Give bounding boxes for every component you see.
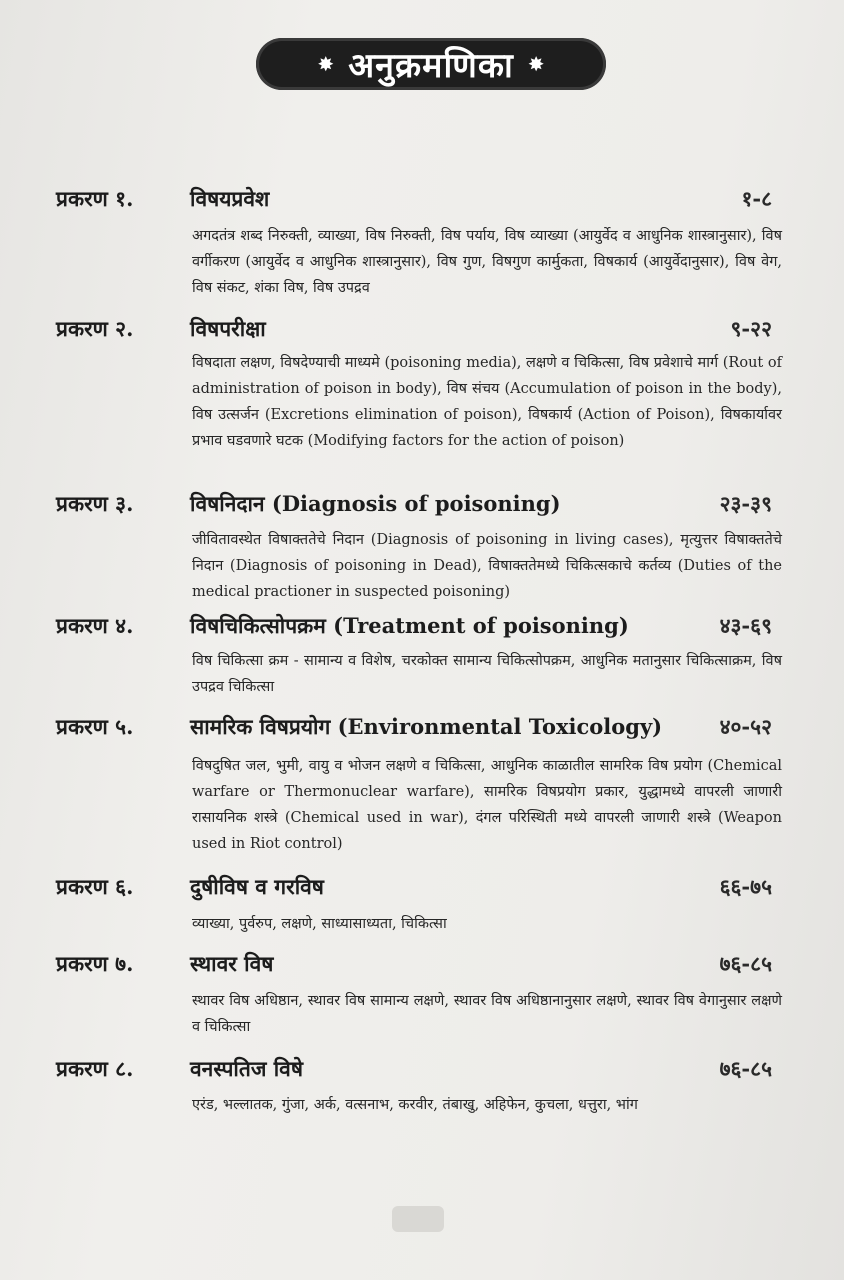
chapter-title: वनस्पतिज विषे xyxy=(190,1056,303,1081)
chapter-page-range: ६६-७५ xyxy=(719,874,772,899)
chapter-page-range: ७६-८५ xyxy=(719,1056,772,1081)
chapter-description: विष चिकित्सा क्रम - सामान्य व विशेष, चरकोक्त सामान्य चिकित्सोपक्रम, आधुनिक मतानुसार चिकित्साक्रम, विष उपद्रव चिकित्सा xyxy=(192,653,782,695)
chapter-number: प्रकरण ४. xyxy=(56,613,134,638)
star-left-icon: ✸ xyxy=(317,52,335,76)
page-number-stamp xyxy=(392,1206,444,1232)
chapter-page-range: ४०-५२ xyxy=(719,714,772,739)
chapter-description: स्थावर विष अधिष्ठान, स्थावर विष सामान्य लक्षणे, स्थावर विष अधिष्ठानानुसार लक्षणे, स्थावर विष वेगानुसार लक्षणे व चिकित्सा xyxy=(192,993,782,1035)
chapter-page-range: १-८ xyxy=(741,186,772,211)
chapter-description: व्याख्या, पुर्वरुप, लक्षणे, साध्यासाध्यता, चिकित्सा xyxy=(192,916,447,932)
star-right-icon: ✸ xyxy=(527,52,545,76)
chapter-description: अगदतंत्र शब्द निरुक्ती, व्याख्या, विष निरुक्ती, विष पर्याय, विष व्याख्या (आयुर्वेद व आधुनिक शास्त्रानुसार), विष वर्गीकरण (आयुर्वेद व आधुनिक शास्त्रानुसार), विष गुण, विषगुण कार्मुकता, विषकार्य (आयुर्वेदानुसार), विष वेग, विष संकट, शंका विष, विष उपद्रव xyxy=(192,228,782,296)
chapter-title: दुषीविष व गरविष xyxy=(190,874,324,899)
chapter-title: विषपरीक्षा xyxy=(190,316,266,341)
chapter-description: एरंड, भल्लातक, गुंजा, अर्क, वत्सनाभ, करवीर, तंबाखु, अहिफेन, कुचला, धत्तुरा, भांग xyxy=(192,1097,638,1113)
chapter-description: विषदुषित जल, भुमी, वायु व भोजन लक्षणे व चिकित्सा, आधुनिक काळातील सामरिक विष प्रयोग (Chemical warfare or Thermonuclear warfare), सामरिक विषप्रयोग प्रकार, युद्धामध्ये वापरली जाणारी रासायनिक शस्त्रे (Chemical used in war), दंगल परिस्थिती मध्ये वापरली जाणारी शस्त्रे (Weapon used in Riot control) xyxy=(192,758,782,852)
index-header xyxy=(256,38,606,90)
chapter-number: प्रकरण २. xyxy=(56,316,134,341)
chapter-title: विषचिकित्सोपक्रम (Treatment of poisoning) xyxy=(190,613,629,638)
chapter-page-range: ७६-८५ xyxy=(719,951,772,976)
chapter-description: विषदाता लक्षण, विषदेण्याची माध्यमे (poisoning media), लक्षणे व चिकित्सा, विष प्रवेशाचे मार्ग (Rout of administration of poison in body), विष संचय (Accumulation of poison in the body), विष उत्सर्जन (Excretions elimination of poison), विषकार्य (Action of Poison), विषकार्यावर प्रभाव घडवणारे घटक (Modifying factors for the action of poison) xyxy=(192,355,782,449)
chapter-title: विषनिदान (Diagnosis of poisoning) xyxy=(190,491,561,516)
chapter-number: प्रकरण ३. xyxy=(56,491,134,516)
chapter-number: प्रकरण १. xyxy=(56,186,134,211)
index-title-badge xyxy=(256,38,606,90)
chapter-number: प्रकरण ५. xyxy=(56,714,134,739)
chapter-number: प्रकरण ८. xyxy=(56,1056,134,1081)
chapter-page-range: ९-२२ xyxy=(730,316,772,341)
chapter-number: प्रकरण ७. xyxy=(56,951,134,976)
chapter-title: स्थावर विष xyxy=(190,951,274,976)
index-title: अनुक्रमणिका xyxy=(348,46,514,86)
chapter-number: प्रकरण ६. xyxy=(56,874,134,899)
chapter-page-range: ४३-६९ xyxy=(719,613,772,638)
chapter-title: विषयप्रवेश xyxy=(190,186,270,211)
chapter-page-range: २३-३९ xyxy=(719,491,772,516)
chapter-title: सामरिक विषप्रयोग (Environmental Toxicology) xyxy=(190,714,663,739)
chapter-description: जीवितावस्थेत विषाक्ततेचे निदान (Diagnosis of poisoning in living cases), मृत्युत्तर विषाक्ततेचे निदान (Diagnosis of poisoning in Dead), विषाक्ततेमध्ये चिकित्सकाचे कर्तव्य (Duties of the medical practioner in suspected poisoning) xyxy=(192,532,782,600)
